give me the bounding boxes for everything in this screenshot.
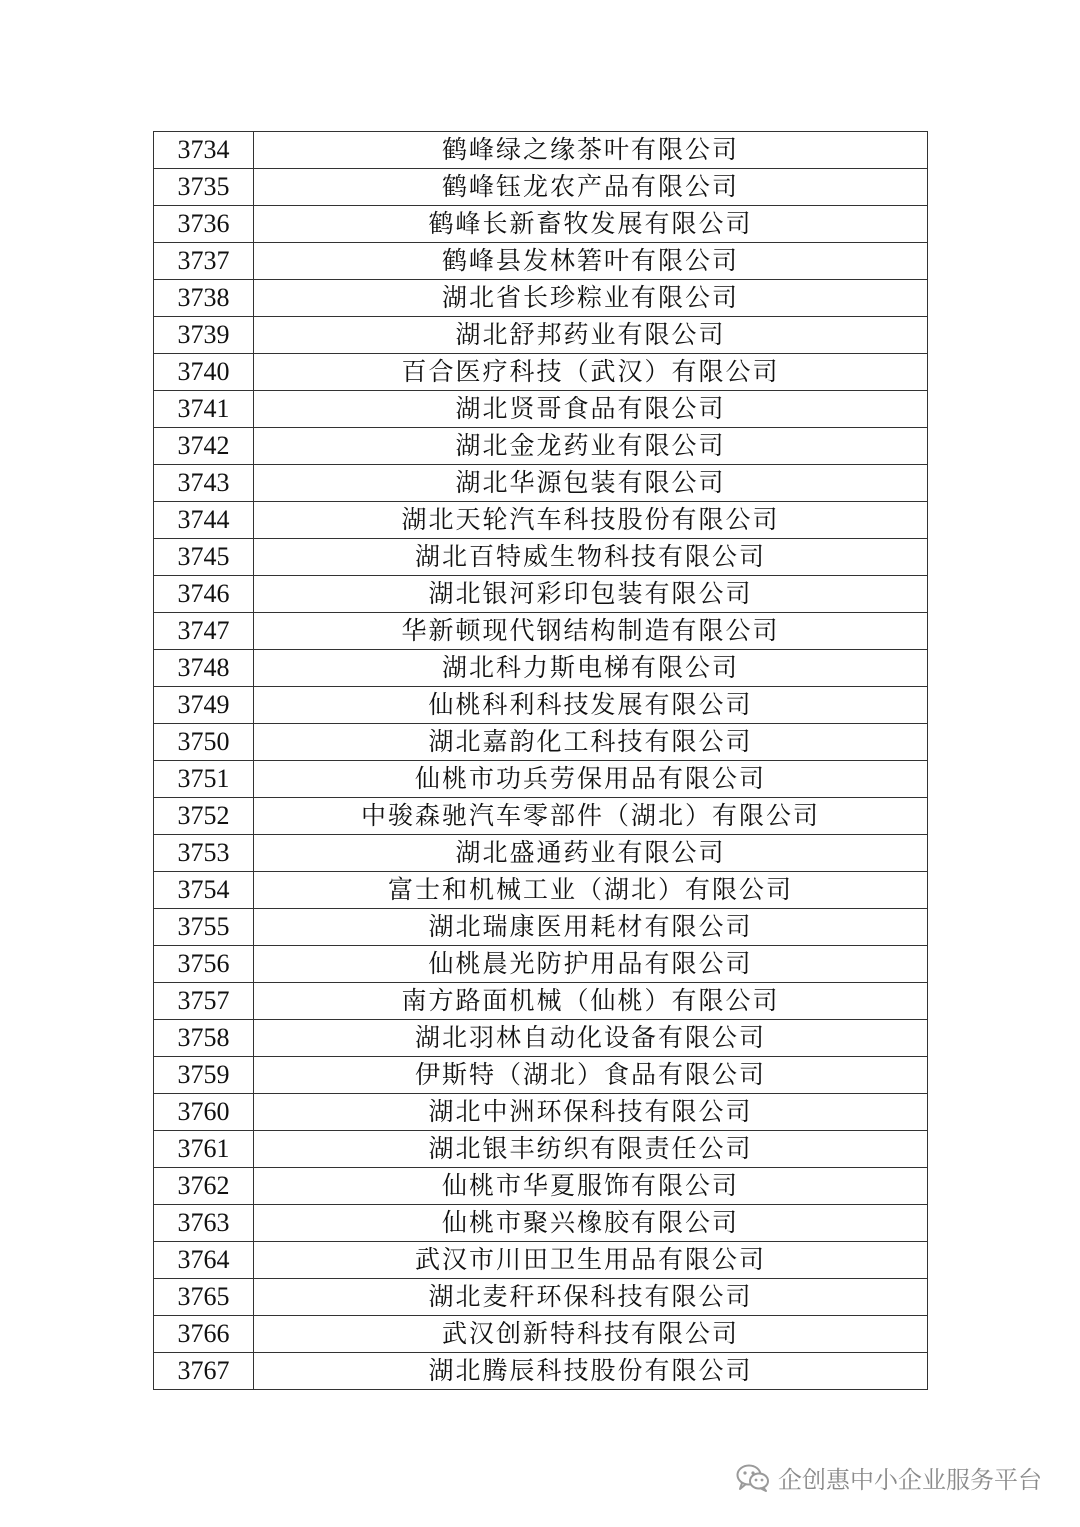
table-row [154, 909, 928, 946]
row-number: 3763 [154, 1205, 254, 1242]
company-name: 武汉市川田卫生用品有限公司 [254, 1242, 928, 1279]
table-row [154, 280, 928, 317]
company-name: 伊斯特（湖北）食品有限公司 [254, 1057, 928, 1094]
row-number: 3745 [154, 539, 254, 576]
company-name: 仙桃市华夏服饰有限公司 [254, 1168, 928, 1205]
row-number: 3736 [154, 206, 254, 243]
wechat-icon [736, 1464, 770, 1492]
row-number: 3761 [154, 1131, 254, 1168]
company-name: 湖北盛通药业有限公司 [254, 835, 928, 872]
company-name: 湖北嘉韵化工科技有限公司 [254, 724, 928, 761]
row-number: 3765 [154, 1279, 254, 1316]
row-number: 3758 [154, 1020, 254, 1057]
company-name: 湖北华源包装有限公司 [254, 465, 928, 502]
table-row [154, 613, 928, 650]
table-row [154, 428, 928, 465]
table-row [154, 1316, 928, 1353]
table-row [154, 946, 928, 983]
row-number: 3742 [154, 428, 254, 465]
row-number: 3744 [154, 502, 254, 539]
company-name: 中骏森驰汽车零部件（湖北）有限公司 [254, 798, 928, 835]
row-number: 3748 [154, 650, 254, 687]
row-number: 3756 [154, 946, 254, 983]
table-row [154, 724, 928, 761]
row-number: 3762 [154, 1168, 254, 1205]
row-number: 3735 [154, 169, 254, 206]
row-number: 3757 [154, 983, 254, 1020]
row-number: 3766 [154, 1316, 254, 1353]
row-number: 3764 [154, 1242, 254, 1279]
company-name: 仙桃市功兵劳保用品有限公司 [254, 761, 928, 798]
company-name: 湖北中洲环保科技有限公司 [254, 1094, 928, 1131]
row-number: 3738 [154, 280, 254, 317]
watermark-text: 企创惠中小企业服务平台 [778, 1466, 1042, 1494]
company-name: 湖北省长珍粽业有限公司 [254, 280, 928, 317]
table-row [154, 1020, 928, 1057]
company-name: 南方路面机械（仙桃）有限公司 [254, 983, 928, 1020]
company-name: 仙桃晨光防护用品有限公司 [254, 946, 928, 983]
company-name: 湖北科力斯电梯有限公司 [254, 650, 928, 687]
row-number: 3747 [154, 613, 254, 650]
table-row [154, 354, 928, 391]
row-number: 3753 [154, 835, 254, 872]
table-row [154, 650, 928, 687]
table-row [154, 835, 928, 872]
table-row [154, 1242, 928, 1279]
table-row [154, 1094, 928, 1131]
row-number: 3767 [154, 1353, 254, 1390]
company-name: 鹤峰县发林箬叶有限公司 [254, 243, 928, 280]
table-row [154, 1168, 928, 1205]
table-row [154, 872, 928, 909]
table-row [154, 502, 928, 539]
row-number: 3750 [154, 724, 254, 761]
company-name: 武汉创新特科技有限公司 [254, 1316, 928, 1353]
table-row [154, 391, 928, 428]
table-row [154, 1057, 928, 1094]
table-row [154, 798, 928, 835]
row-number: 3752 [154, 798, 254, 835]
row-number: 3734 [154, 132, 254, 169]
row-number: 3749 [154, 687, 254, 724]
company-name: 仙桃科利科技发展有限公司 [254, 687, 928, 724]
company-name: 鹤峰绿之缘茶叶有限公司 [254, 132, 928, 169]
company-name: 湖北百特威生物科技有限公司 [254, 539, 928, 576]
row-number: 3755 [154, 909, 254, 946]
table-row [154, 132, 928, 169]
company-name: 百合医疗科技（武汉）有限公司 [254, 354, 928, 391]
row-number: 3754 [154, 872, 254, 909]
company-name: 富士和机械工业（湖北）有限公司 [254, 872, 928, 909]
table-row [154, 1279, 928, 1316]
company-name: 鹤峰钰龙农产品有限公司 [254, 169, 928, 206]
table-row [154, 1205, 928, 1242]
row-number: 3759 [154, 1057, 254, 1094]
company-name: 仙桃市聚兴橡胶有限公司 [254, 1205, 928, 1242]
company-name: 湖北瑞康医用耗材有限公司 [254, 909, 928, 946]
row-number: 3737 [154, 243, 254, 280]
row-number: 3743 [154, 465, 254, 502]
company-name: 湖北贤哥食品有限公司 [254, 391, 928, 428]
table-row [154, 465, 928, 502]
company-name: 湖北舒邦药业有限公司 [254, 317, 928, 354]
row-number: 3746 [154, 576, 254, 613]
watermark [736, 1460, 1042, 1495]
company-name: 湖北腾辰科技股份有限公司 [254, 1353, 928, 1390]
company-list-body [154, 132, 928, 1390]
company-name: 华新顿现代钢结构制造有限公司 [254, 613, 928, 650]
table-row [154, 243, 928, 280]
row-number: 3741 [154, 391, 254, 428]
table-row [154, 169, 928, 206]
company-name: 湖北麦秆环保科技有限公司 [254, 1279, 928, 1316]
table-row [154, 1353, 928, 1390]
company-name: 湖北天轮汽车科技股份有限公司 [254, 502, 928, 539]
company-name: 湖北银河彩印包装有限公司 [254, 576, 928, 613]
table-row [154, 539, 928, 576]
row-number: 3751 [154, 761, 254, 798]
row-number: 3760 [154, 1094, 254, 1131]
table-row [154, 761, 928, 798]
row-number: 3740 [154, 354, 254, 391]
table-row [154, 983, 928, 1020]
table-row [154, 687, 928, 724]
company-name: 湖北银丰纺织有限责任公司 [254, 1131, 928, 1168]
table-row [154, 317, 928, 354]
table-row [154, 576, 928, 613]
table-row [154, 206, 928, 243]
company-name: 湖北羽林自动化设备有限公司 [254, 1020, 928, 1057]
row-number: 3739 [154, 317, 254, 354]
company-name: 湖北金龙药业有限公司 [254, 428, 928, 465]
table-row [154, 1131, 928, 1168]
company-name: 鹤峰长新畜牧发展有限公司 [254, 206, 928, 243]
company-list-table [153, 131, 928, 1390]
